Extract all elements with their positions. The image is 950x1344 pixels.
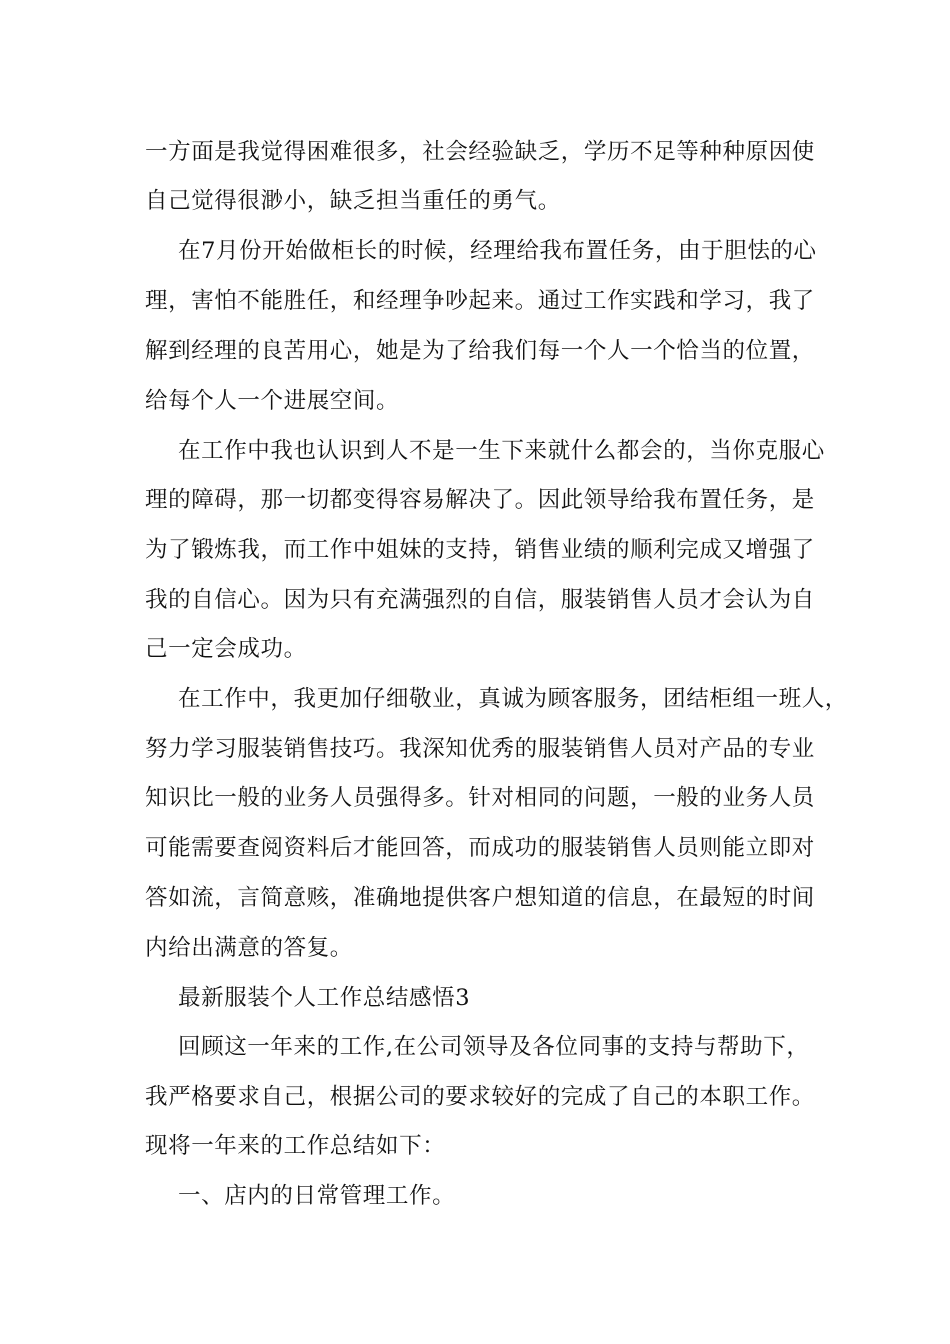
paragraph-line: 内给出满意的答复。 — [145, 935, 353, 961]
section-heading: 最新服装个人工作总结感悟3 — [178, 985, 471, 1011]
paragraph-line: 回顾这一年来的工作,在公司领导及各位同事的支持与帮助下， — [178, 1034, 810, 1060]
paragraph-line: 我的自信心。因为只有充满强烈的自信，服装销售人员才会认为自 — [145, 587, 815, 613]
paragraph-line: 答如流，言简意赅，准确地提供客户想知道的信息，在最短的时间 — [145, 885, 815, 911]
paragraph-line: 在工作中，我更加仔细敬业，真诚为顾客服务，团结柜组一班人， — [178, 686, 848, 712]
paragraph-line: 可能需要查阅资料后才能回答，而成功的服装销售人员则能立即对 — [145, 835, 815, 861]
paragraph-line: 己一定会成功。 — [145, 636, 307, 662]
paragraph-line: 在工作中我也认识到人不是一生下来就什么都会的，当你克服心 — [178, 438, 825, 464]
paragraph-line: 努力学习服装销售技巧。我深知优秀的服装销售人员对产品的专业 — [145, 736, 815, 762]
paragraph-line: 给每个人一个进展空间。 — [145, 388, 400, 414]
paragraph-line: 理，害怕不能胜任，和经理争吵起来。通过工作实践和学习，我了 — [145, 288, 815, 314]
paragraph-line: 一方面是我觉得困难很多，社会经验缺乏，学历不足等种种原因使 — [145, 139, 815, 165]
paragraph-line: 为了锻炼我，而工作中姐妹的支持，销售业绩的顺利完成又增强了 — [145, 537, 815, 563]
paragraph-line: 在7月份开始做柜长的时候，经理给我布置任务，由于胆怯的心 — [178, 238, 817, 264]
paragraph-line: 我严格要求自己，根据公司的要求较好的完成了自己的本职工作。 — [145, 1084, 815, 1110]
paragraph-line: 解到经理的良苦用心，她是为了给我们每一个人一个恰当的位置， — [145, 338, 815, 364]
paragraph-line: 知识比一般的业务人员强得多。针对相同的问题，一般的业务人员 — [145, 785, 815, 811]
paragraph-line: 一、店内的日常管理工作。 — [178, 1183, 456, 1209]
paragraph-line: 自己觉得很渺小，缺乏担当重任的勇气。 — [145, 188, 561, 214]
paragraph-line: 理的障碍，那一切都变得容易解决了。因此领导给我布置任务，是 — [145, 487, 815, 513]
paragraph-line: 现将一年来的工作总结如下： — [145, 1133, 446, 1159]
